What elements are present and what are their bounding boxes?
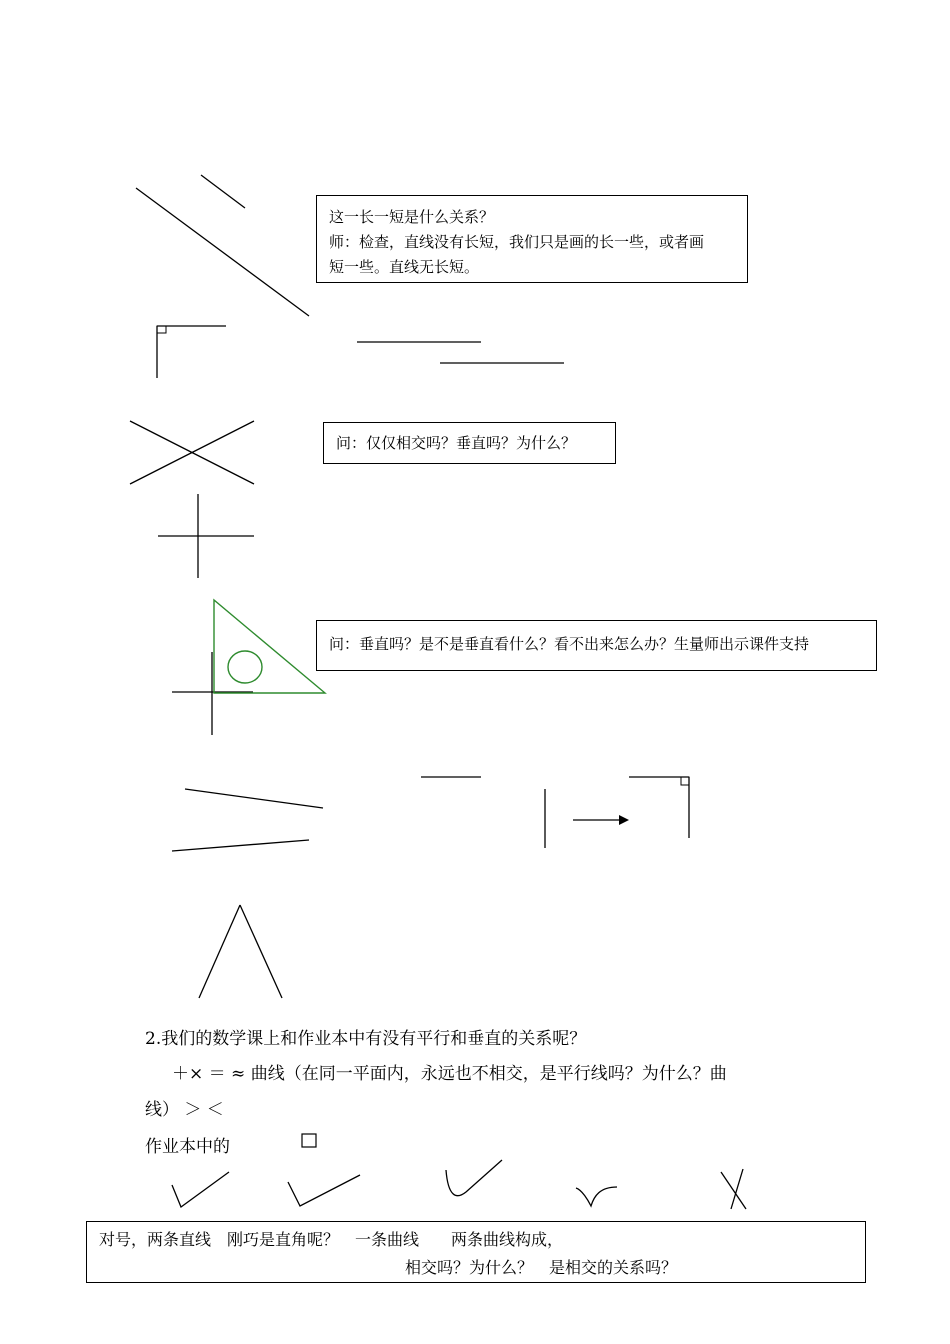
note-line: 问：垂直吗？是不是垂直看什么？看不出来怎么办？生量师出示课件支持 — [329, 635, 810, 653]
check-mark-1 — [172, 1172, 229, 1207]
cross-mark — [721, 1169, 746, 1209]
square-symbol — [302, 1134, 316, 1147]
set-square-figure — [172, 600, 325, 735]
arrow-icon — [573, 815, 629, 825]
note-line: 师：检查，直线没有长短，我们只是画的长一些，或者画 — [329, 233, 705, 251]
ruler-hole — [228, 651, 262, 683]
intersecting-lines — [130, 421, 254, 484]
note-box-perpendicular — [316, 620, 877, 671]
note-box-intersect — [323, 422, 616, 464]
check-mark-2 — [288, 1175, 360, 1206]
check-mark-wavy — [576, 1187, 617, 1206]
bottom-note-line: 对号，两条直线 刚巧是直角呢？ 一条曲线 两条曲线构成， — [99, 1230, 564, 1249]
extended-right-angle — [629, 777, 689, 838]
bottom-note-line: 相交吗？为什么？ 是相交的关系吗？ — [405, 1258, 678, 1277]
long-line — [136, 188, 309, 316]
right-angle-figure — [157, 326, 226, 378]
note-box-length — [316, 195, 748, 283]
section-heading: 2.我们的数学课上和作业本中有没有平行和垂直的关系呢？ — [145, 1029, 587, 1049]
symbols-line-continued: 线） ＞ ＜ — [145, 1100, 224, 1120]
converging-lines — [172, 789, 323, 851]
note-line: 这一长一短是什么关系？ — [329, 208, 495, 226]
homework-label: 作业本中的 — [145, 1137, 230, 1157]
bottom-note-box — [86, 1221, 866, 1283]
note-line: 短一些。直线无长短。 — [329, 258, 480, 276]
angle-shape — [199, 905, 282, 998]
check-mark-curve — [446, 1160, 502, 1196]
symbols-line: ＋× ＝ ≈ 曲线（在同一平面内，永远也不相交，是平行线吗？为什么？曲 — [172, 1064, 727, 1084]
short-line — [201, 175, 245, 208]
perpendicular-cross — [158, 494, 254, 578]
triangle-ruler — [214, 600, 325, 693]
note-line: 问：仅仅相交吗？垂直吗？为什么？ — [336, 434, 577, 452]
